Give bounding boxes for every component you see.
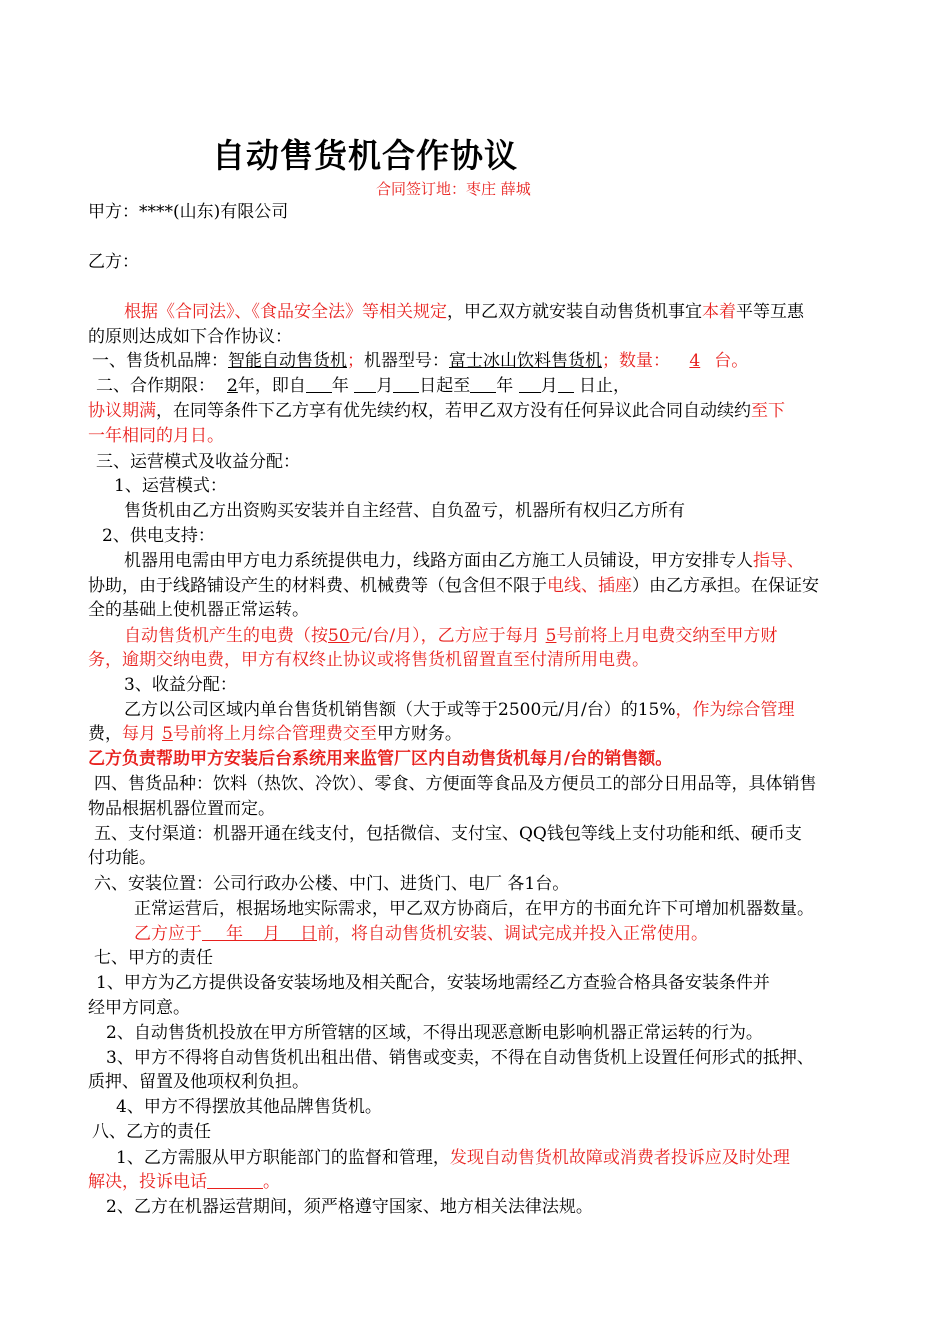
- intro-line-1: 根据《合同法》、《食品安全法》等相关规定，甲乙双方就安装自动售货机事宜本着平等互惠: [124, 302, 804, 322]
- section-5-line-2: 付功能。: [88, 848, 156, 868]
- section-8-1-line-2: 解决，投诉电话 。: [88, 1172, 280, 1192]
- revenue-line-2: 费，每月 5号前将上月综合管理费交至甲方财务。: [88, 724, 462, 744]
- power-line-3: 全的基础上使机器正常运转。: [88, 600, 309, 620]
- section-1-brand: 一、售货机品牌：智能自动售货机；机器型号：富士冰山饮料售货机；数量： 4 台。: [92, 351, 749, 371]
- intro-line-2: 的原则达成如下合作协议：: [88, 327, 292, 347]
- power-line-1: 机器用电需由甲方电力系统提供电力，线路方面由乙方施工人员铺设，甲方安排专人指导、: [124, 551, 804, 571]
- section-7-4: 4、甲方不得摆放其他品牌售货机。: [116, 1097, 382, 1117]
- complaint-phone-blank: [207, 1170, 263, 1189]
- section-2-renewal: 协议期满，在同等条件下乙方享有优先续约权，若甲乙双方没有任何异议此合同自动续约至下: [88, 401, 785, 421]
- section-7-2: 2、自动售货机投放在甲方所管辖的区域，不得出现恶意断电影响机器正常运转的行为。: [106, 1023, 763, 1043]
- section-8-2: 2、乙方在机器运营期间，须严格遵守国家、地方相关法律法规。: [106, 1197, 593, 1217]
- page-title: 自动售货机合作协议: [212, 136, 518, 175]
- section-3-2-heading: 2、供电支持：: [102, 526, 215, 546]
- section-3-1-heading: 1、运营模式：: [114, 476, 227, 496]
- section-3-3-heading: 3、收益分配：: [124, 675, 237, 695]
- party-b: 乙方：: [88, 252, 139, 272]
- section-5-line-1: 五、支付渠道：机器开通在线支付，包括微信、支付宝、QQ钱包等线上支付功能和纸、硬币支: [94, 824, 802, 844]
- section-3-1-text: 售货机由乙方出资购买安装并自主经营、自负盈亏，机器所有权归乙方所有: [124, 501, 685, 521]
- electric-fee-line-1: 自动售货机产生的电费（按50元/台/月），乙方应于每月 5号前将上月电费交纳至甲方财: [124, 626, 778, 646]
- backend-system-note: 乙方负责帮助甲方安装后台系统用来监管厂区内自动售货机每月/台的销售额。: [88, 749, 673, 769]
- section-2-renewal-cont: 一年相同的月日。: [88, 426, 224, 446]
- section-8-1-line-1: 1、乙方需服从甲方职能部门的监督和管理，发现自动售货机故障或消费者投诉应及时处理: [116, 1148, 790, 1168]
- section-2-term: 二、合作期限： 2年，即自 年 月 日起至 年 月 日止，: [96, 376, 631, 396]
- section-6-line-2: 正常运营后，根据场地实际需求，甲乙双方协商后，在甲方的书面允许下可增加机器数量。: [134, 899, 814, 919]
- install-deadline: 乙方应于 年 月 日前，将自动售货机安装、调试完成并投入正常使用。: [134, 924, 708, 944]
- section-7-3-line-1: 3、甲方不得将自动售货机出租出借、销售或变卖，不得在自动售货机上设置任何形式的抵押、: [106, 1048, 814, 1068]
- party-a: 甲方：****(山东)有限公司: [88, 202, 289, 222]
- section-8-heading: 八、乙方的责任: [92, 1122, 211, 1142]
- section-7-1-line-2: 经甲方同意。: [88, 998, 190, 1018]
- section-4-line-1: 四、售货品种：饮料（热饮、冷饮）、零食、方便面等食品及方便员工的部分日用品等，具体销售: [94, 774, 817, 794]
- electric-fee-line-2: 务，逾期交纳电费，甲方有权终止协议或将售货机留置直至付清所用电费。: [88, 650, 649, 670]
- section-7-3-line-2: 质押、留置及他项权利负担。: [88, 1072, 309, 1092]
- sign-place: 合同签订地：枣庄 薛城: [376, 180, 531, 198]
- section-3-heading: 三、运营模式及收益分配：: [96, 452, 300, 472]
- revenue-line-1: 乙方以公司区域内单台售货机销售额（大于或等于2500元/月/台）的15%，作为综合管理: [124, 700, 795, 720]
- section-4-line-2: 物品根据机器位置而定。: [88, 799, 275, 819]
- section-7-1-line-1: 1、甲方为乙方提供设备安装场地及相关配合，安装场地需经乙方查验合格具备安装条件并: [96, 973, 770, 993]
- power-line-2: 协助，由于线路铺设产生的材料费、机械费等（包含但不限于电线、插座）由乙方承担。在保证安: [88, 576, 819, 596]
- section-6-line-1: 六、安装位置：公司行政办公楼、中门、进货门、电厂 各1台。: [94, 874, 570, 894]
- section-7-heading: 七、甲方的责任: [94, 948, 213, 968]
